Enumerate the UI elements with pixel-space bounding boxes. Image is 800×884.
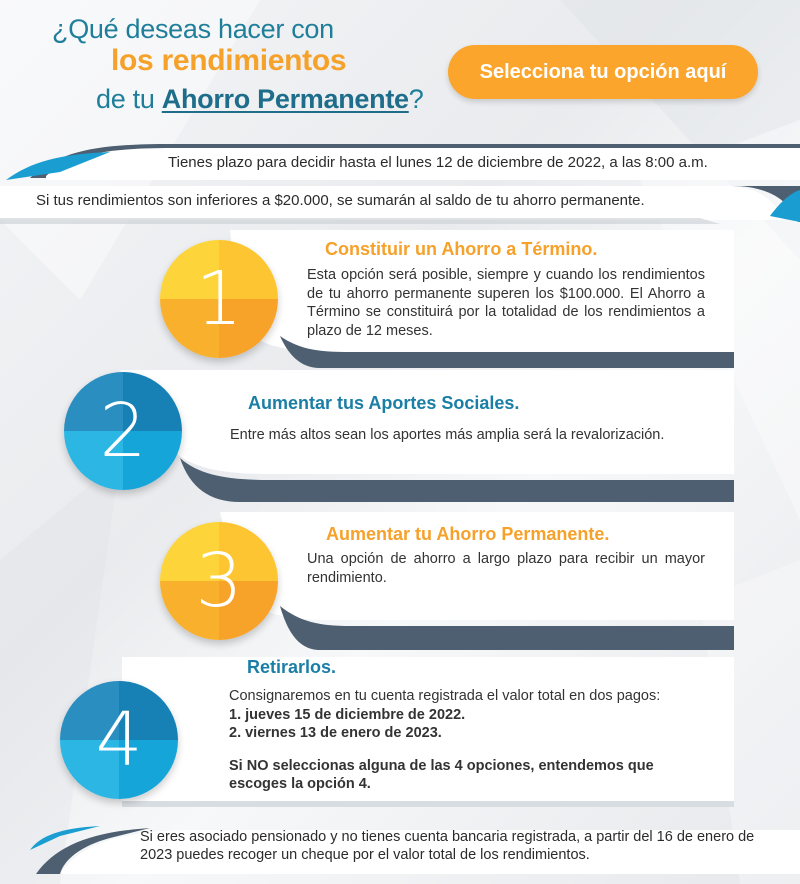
option-card-2[interactable] [0,368,800,508]
option-number-1: 1 [195,256,243,342]
option-card-1[interactable] [0,228,800,370]
headline-suffix: ? [408,84,424,114]
option-title-3: Aumentar tu Ahorro Permanente. [326,524,610,544]
option-card-3[interactable] [0,510,800,656]
option-title-1: Constituir un Ahorro a Término. [325,239,598,259]
option-title-4: Retirarlos. [247,657,337,677]
footer-banner [0,820,800,880]
option-title-2: Aumentar tus Aportes Sociales. [248,393,520,413]
option-4-intro: Consignaremos en tu cuenta registrada el valor total en dos pagos: [229,688,661,704]
option-number-3: 3 [195,538,243,624]
option-description-3: Una opción de ahorro a largo plazo para recibir un mayor rendimiento. [307,551,705,586]
option-number-2: 2 [99,388,147,474]
option-description-2: Entre más altos sean los aportes más amplia será la revalorización. [230,427,665,443]
minimum-text: Si tus rendimientos son inferiores a $20.000, se sumarán al saldo de tu ahorro permanente. [36,192,645,209]
payment-item-2: 2. viernes 13 de enero de 2023. [229,725,442,741]
footer-text: Si eres asociado pensionado y no tienes cuenta bancaria registrada, a partir del 16 de enero de 2023 puedes recoger un cheque por el valor total de los rendimientos. [140,829,755,863]
option-number-badge-4 [60,681,178,799]
deadline-text: Tienes plazo para decidir hasta el lunes 12 de diciembre de 2022, a las 8:00 a.m. [168,154,708,171]
headline-emphasis: los rendimientos [111,44,347,77]
deadline-banner [0,138,800,182]
option-description-1: Esta opción será posible, siempre y cuando los rendimientos de tu ahorro permanente superen los $100.000. El Ahorro a Término se constituirá por la totalidad de los rendimientos a plazo de 12 meses. [307,267,705,339]
option-number-badge-1 [160,240,278,358]
payment-item-1: 1. jueves 15 de diciembre de 2022. [229,706,466,723]
headline-product-link: Ahorro Permanente [161,84,409,114]
option-number-badge-2 [64,372,182,490]
headline-prefix: de tu [96,84,162,114]
minimum-banner [0,182,800,226]
select-option-button[interactable]: Selecciona tu opción aquí [448,45,758,99]
default-option-note: Si NO seleccionas alguna de las 4 opciones, entendemos que escoges la opción 4. [229,757,654,792]
headline-line-1: ¿Qué deseas hacer con [52,14,334,44]
option-description-4 [229,687,735,794]
option-number-4: 4 [95,697,143,783]
option-card-4[interactable] [0,655,800,815]
option-number-badge-3 [160,522,278,640]
headline-line-3 [96,84,423,115]
